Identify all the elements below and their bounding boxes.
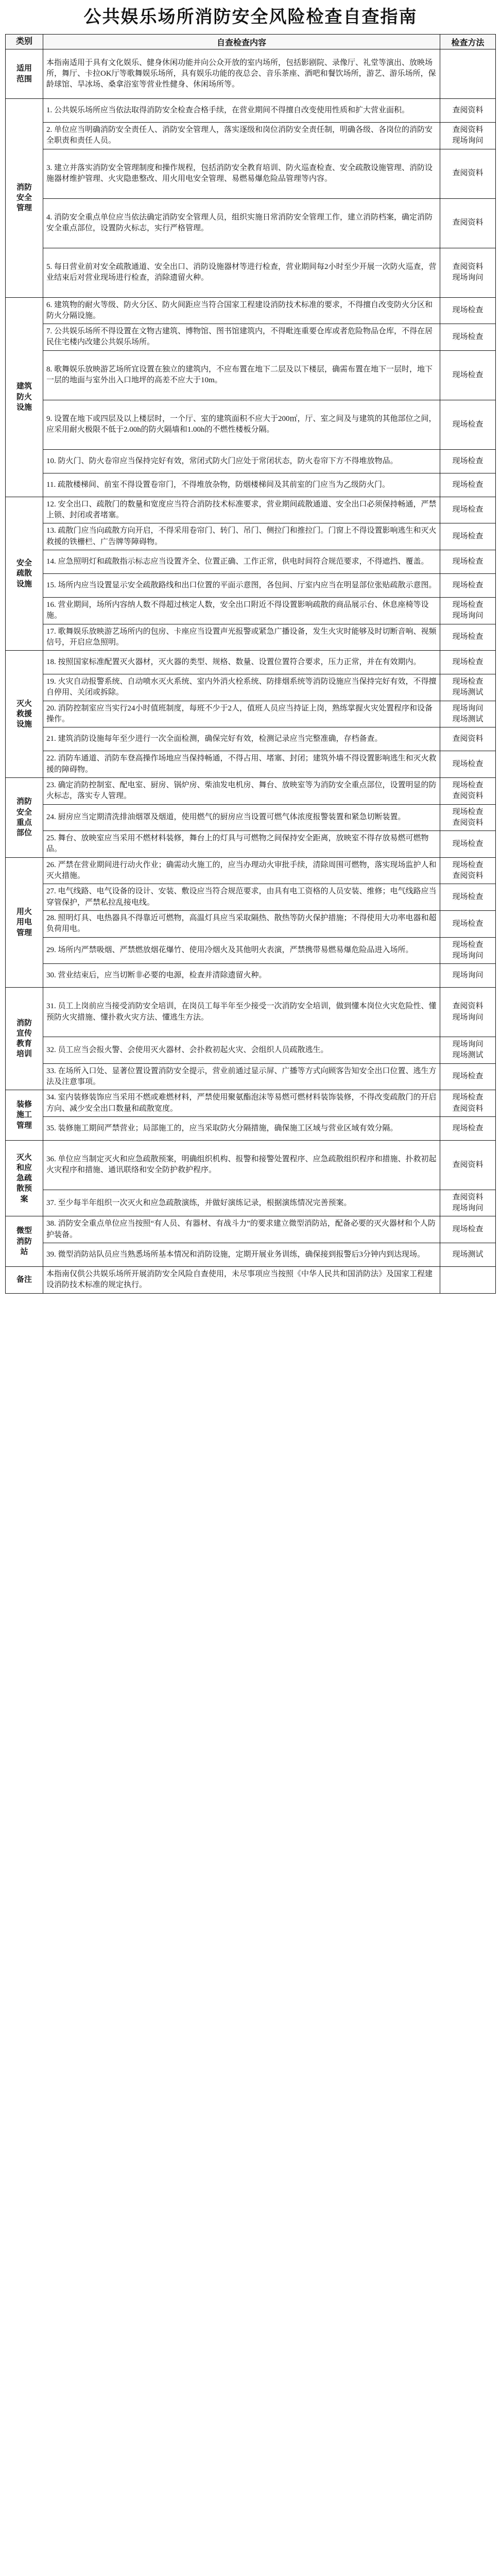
check-method: 现场检查 [440, 350, 496, 400]
checklist-row [6, 449, 496, 473]
section-category: 装修 施工 管理 [6, 1090, 43, 1141]
check-method: 现场检查 [440, 1116, 496, 1140]
check-item-text: 17. 歌舞娱乐放映游艺场所内的包房、卡座应当设置声光报警或紧急广播设备，发生火灾时能够及时切断音响、视频信号，开启应急照明。 [43, 624, 440, 651]
check-method: 查阅资料 [440, 198, 496, 248]
checklist-row [6, 1216, 496, 1243]
check-item-text: 19. 火灾自动报警系统、自动喷水灭火系统、室内外消火栓系统、防排烟系统等消防设施应当保持完好有效，不得擅自停用、关闭或拆除。 [43, 674, 440, 701]
check-item-text: 23. 确定消防控制室、配电室、厨房、锅炉房、柴油发电机房、舞台、放映室等为消防安全重点部位，设置明显的防火标志，落实专人管理。 [43, 777, 440, 804]
check-item-text: 7. 公共娱乐场所不得设置在文物古建筑、博物馆、图书馆建筑内，不得毗连重要仓库或者危险物品仓库，不得在居民住宅楼内改建公共娱乐场所。 [43, 324, 440, 351]
checklist-table [5, 34, 496, 1294]
check-method: 现场测试 [440, 1243, 496, 1267]
checklist-row [6, 701, 496, 727]
check-method: 查阅资料 [440, 99, 496, 123]
check-item-text: 4. 消防安全重点单位应当依法确定消防安全管理人员，组织实施日常消防安全管理工作，建立消防档案，确定消防安全重点部位，设置防火标志，实行严格管理。 [43, 198, 440, 248]
checklist-row [6, 910, 496, 937]
check-method: 现场检查 [440, 400, 496, 449]
check-item-text: 27. 电气线路、电气设备的设计、安装、敷设应当符合规范要求，由具有电工资格的人员安装、维修；电气线路应当穿管保护，严禁私拉乱接电线。 [43, 884, 440, 911]
section-category: 安全 疏散 设施 [6, 497, 43, 650]
table-header-row [6, 35, 496, 49]
check-item-text: 33. 在场所入口处、显著位置设置消防安全提示，营业前通过显示屏、广播等方式向顾客告知安全出口位置、逃生方法及注意事项。 [43, 1063, 440, 1090]
check-item-text: 8. 歌舞娱乐放映游艺场所宜设置在独立的建筑内，不应布置在地下二层及以下楼层，确需布置在地下一层时，地下一层的地面与室外出入口地坪的高差不应大于10m。 [43, 350, 440, 400]
checklist-row [6, 324, 496, 351]
checklist-row [6, 857, 496, 884]
checklist-row [6, 99, 496, 123]
page-title: 公共娱乐场所消防安全风险检查自查指南 [83, 8, 418, 27]
checklist-row [6, 624, 496, 651]
check-method: 查阅资料 现场询问 [440, 988, 496, 1037]
checklist-row [6, 350, 496, 400]
check-item-text: 13. 疏散门应当向疏散方向开启，不得采用卷帘门、转门、吊门、侧拉门和推拉门。门窗上不得设置影响逃生和灭火救援的铁栅栏、广告牌等障碍物。 [43, 523, 440, 550]
check-method: 现场询问 现场测试 [440, 1037, 496, 1064]
checklist-row [6, 1140, 496, 1190]
check-method: 现场检查 查阅资料 [440, 857, 496, 884]
checklist-row [6, 297, 496, 324]
checklist-row [6, 597, 496, 624]
check-method: 查阅资料 [440, 149, 496, 198]
column-header-content: 自查检查内容 [43, 35, 440, 49]
check-method: 现场检查 [440, 449, 496, 473]
column-header-category: 类别 [6, 35, 43, 49]
checklist-row [6, 804, 496, 831]
check-item-text: 9. 设置在地下或四层及以上楼层时，一个厅、室的建筑面积不应大于200㎡，厅、室之间及与建筑的其他部位之间，应采用耐火极限不低于2.00h的防火隔墙和1.00h的不燃性楼板分隔。 [43, 400, 440, 449]
check-method: 现场询问 [440, 964, 496, 988]
checklist-row [6, 937, 496, 964]
check-method [440, 49, 496, 99]
checklist-row [6, 497, 496, 523]
section-category: 微型 消防 站 [6, 1216, 43, 1267]
checklist-row [6, 651, 496, 674]
check-method: 现场检查 现场询问 [440, 937, 496, 964]
checklist-row [6, 964, 496, 988]
checklist-row [6, 523, 496, 550]
check-item-text: 2. 单位应当明确消防安全责任人、消防安全管理人，落实逐级和岗位消防安全责任制，明确各级、各岗位的消防安全职责和责任人员。 [43, 123, 440, 149]
check-method: 现场检查 [440, 651, 496, 674]
checklist-row [6, 49, 496, 99]
check-method: 现场检查 [440, 1063, 496, 1090]
check-item-text: 29. 场所内严禁吸烟、严禁燃放烟花爆竹、使用冷烟火及其他明火表演，严禁携带易燃易爆危险品进入场所。 [43, 937, 440, 964]
check-method: 现场询问 现场测试 [440, 701, 496, 727]
check-method [440, 1267, 496, 1294]
check-method: 现场检查 [440, 324, 496, 351]
check-item-text: 14. 应急照明灯和疏散指示标志应当设置齐全、位置正确、工作正常，供电时间符合规范要求，不得遮挡、覆盖。 [43, 550, 440, 573]
check-item-text: 本指南适用于具有文化娱乐、健身休闲功能并向公众开放的室内场所，包括影剧院、录像厅、礼堂等演出、放映场所，舞厅、卡拉OK厅等歌舞娱乐场所，具有娱乐功能的夜总会、音乐茶座、酒吧和餐饮场所，游艺、游乐场所，保龄球馆、旱冰场、桑拿浴室等营业性健身、休闲场所等。 [43, 49, 440, 99]
checklist-row [6, 751, 496, 778]
check-item-text: 21. 建筑消防设施每年至少进行一次全面检测，确保完好有效，检测记录应当完整准确，存档备查。 [43, 727, 440, 751]
check-method: 现场检查 现场询问 [440, 597, 496, 624]
checklist-row [6, 1243, 496, 1267]
check-item-text: 本指南仅供公共娱乐场所开展消防安全风险自查使用，未尽事项应当按照《中华人民共和国消防法》及国家工程建设消防技术标准的规定执行。 [43, 1267, 440, 1294]
section-category: 用火 用电 管理 [6, 857, 43, 987]
checklist-row [6, 1090, 496, 1117]
check-item-text: 10. 防火门、防火卷帘应当保持完好有效，常闭式防火门应处于常闭状态，防火卷帘下方不得堆放物品。 [43, 449, 440, 473]
checklist-row [6, 831, 496, 858]
checklist-row [6, 988, 496, 1037]
check-item-text: 5. 每日营业前对安全疏散通道、安全出口、消防设施器材等进行检查，营业期间每2小时至少开展一次防火巡查，营业结束后对营业现场进行检查，消除遗留火种。 [43, 248, 440, 297]
check-method: 查阅资料 现场询问 [440, 1190, 496, 1216]
checklist-row [6, 674, 496, 701]
check-method: 现场检查 现场测试 [440, 674, 496, 701]
check-item-text: 34. 室内装修装饰应当采用不燃或难燃材料，严禁使用聚氨酯泡沫等易燃可燃材料装饰装修，不得改变疏散门的开启方向、减少安全出口数量和疏散宽度。 [43, 1090, 440, 1117]
checklist-row [6, 573, 496, 597]
checklist-row [6, 1267, 496, 1294]
checklist-row [6, 777, 496, 804]
check-method: 查阅资料 [440, 727, 496, 751]
check-item-text: 31. 员工上岗前应当接受消防安全培训，在岗员工每半年至少接受一次消防安全培训，做到懂本岗位火灾危险性、懂预防火灾措施、懂扑救火灾方法、懂逃生方法。 [43, 988, 440, 1037]
check-method: 现场检查 [440, 831, 496, 858]
check-item-text: 28. 照明灯具、电热器具不得靠近可燃物，高温灯具应当采取隔热、散热等防火保护措施；不得使用大功率电器和超负荷用电。 [43, 910, 440, 937]
check-method: 查阅资料 [440, 1140, 496, 1190]
check-item-text: 36. 单位应当制定灭火和应急疏散预案，明确组织机构、报警和接警处置程序、应急疏散组织程序和措施、扑救初起火灾程序和措施、通讯联络和安全防护救护程序。 [43, 1140, 440, 1190]
check-item-text: 15. 场所内应当设置显示安全疏散路线和出口位置的平面示意图，各包间、厅室内应当在明显部位张贴疏散示意图。 [43, 573, 440, 597]
check-method: 现场检查 查阅资料 [440, 777, 496, 804]
checklist-row [6, 1037, 496, 1064]
check-method: 现场检查 [440, 550, 496, 573]
checklist-row [6, 884, 496, 911]
check-item-text: 37. 至少每半年组织一次灭火和应急疏散演练，并做好演练记录，根据演练情况完善预案。 [43, 1190, 440, 1216]
check-method: 现场检查 [440, 910, 496, 937]
check-method: 现场检查 [440, 884, 496, 911]
check-item-text: 32. 员工应当会报火警、会使用灭火器材、会扑救初起火灾、会组织人员疏散逃生。 [43, 1037, 440, 1064]
check-item-text: 24. 厨房应当定期清洗排油烟罩及烟道，使用燃气的厨房应当设置可燃气体浓度报警装置和紧急切断装置。 [43, 804, 440, 831]
check-item-text: 30. 营业结束后，应当切断非必要的电源，检查并清除遗留火种。 [43, 964, 440, 988]
check-item-text: 20. 消防控制室应当实行24小时值班制度，每班不少于2人，值班人员应当持证上岗，熟练掌握火灾处置程序和设备操作。 [43, 701, 440, 727]
section-category: 消防 安全 重点 部位 [6, 777, 43, 857]
checklist-row [6, 1116, 496, 1140]
checklist-row [6, 198, 496, 248]
section-category: 适用 范围 [6, 49, 43, 99]
check-item-text: 38. 消防安全重点单位应当按照“有人员、有器材、有战斗力”的要求建立微型消防站，配备必要的灭火器材和个人防护装备。 [43, 1216, 440, 1243]
check-method: 现场检查 查阅资料 [440, 804, 496, 831]
section-category: 消防 安全 管理 [6, 99, 43, 298]
checklist-row [6, 727, 496, 751]
checklist-row [6, 1063, 496, 1090]
check-item-text: 11. 疏散楼梯间、前室不得设置卷帘门，不得堆放杂物，防烟楼梯间及其前室的门应当为乙级防火门。 [43, 473, 440, 497]
checklist-row [6, 473, 496, 497]
check-method: 现场检查 [440, 297, 496, 324]
section-category: 建筑 防火 设施 [6, 297, 43, 497]
check-item-text: 16. 营业期间，场所内容纳人数不得超过核定人数，安全出口附近不得设置影响疏散的商品展示台、休息座椅等设施。 [43, 597, 440, 624]
section-category: 灭火 救援 设施 [6, 651, 43, 778]
check-method: 查阅资料 现场询问 [440, 248, 496, 297]
section-category: 消防 宣传 教育 培训 [6, 988, 43, 1090]
check-method: 现场检查 [440, 573, 496, 597]
checklist-row [6, 149, 496, 198]
check-item-text: 1. 公共娱乐场所应当依法取得消防安全检查合格手续，在营业期间不得擅自改变使用性质和扩大营业面积。 [43, 99, 440, 123]
check-method: 现场检查 [440, 1216, 496, 1243]
check-method: 查阅资料 现场询问 [440, 123, 496, 149]
checklist-row [6, 1190, 496, 1216]
check-item-text: 6. 建筑物的耐火等级、防火分区、防火间距应当符合国家工程建设消防技术标准的要求，不得擅自改变防火分区和防火分隔设施。 [43, 297, 440, 324]
checklist-row [6, 400, 496, 449]
section-category: 灭火 和应 急疏 散预 案 [6, 1140, 43, 1216]
check-item-text: 18. 按照国家标准配置灭火器材，灭火器的类型、规格、数量、设置位置符合要求，压力正常，并在有效期内。 [43, 651, 440, 674]
column-header-method: 检查方法 [440, 35, 496, 49]
checklist-row [6, 550, 496, 573]
check-method: 现场检查 [440, 751, 496, 778]
check-item-text: 35. 装修施工期间严禁营业；局部施工的，应当采取防火分隔措施，确保施工区域与营业区域有效分隔。 [43, 1116, 440, 1140]
check-item-text: 22. 消防车通道、消防车登高操作场地应当保持畅通，不得占用、堵塞、封闭；建筑外墙不得设置影响逃生和灭火救援的障碍物。 [43, 751, 440, 778]
check-item-text: 12. 安全出口、疏散门的数量和宽度应当符合消防技术标准要求，营业期间疏散通道、安全出口必须保持畅通，严禁上锁、封闭或者堵塞。 [43, 497, 440, 523]
check-method: 现场检查 [440, 497, 496, 523]
check-method: 现场检查 [440, 473, 496, 497]
checklist-body [6, 49, 496, 1294]
check-item-text: 3. 建立并落实消防安全管理制度和操作规程，包括消防安全教育培训、防火巡查检查、安全疏散设施管理、消防设施器材维护管理、火灾隐患整改、用火用电安全管理、易燃易爆危险品管理等内容。 [43, 149, 440, 198]
checklist-row [6, 123, 496, 149]
checklist-row [6, 248, 496, 297]
check-method: 现场检查 [440, 624, 496, 651]
check-item-text: 39. 微型消防站队员应当熟悉场所基本情况和消防设施，定期开展业务训练，确保接到报警后3分钟内到达现场。 [43, 1243, 440, 1267]
check-method: 现场检查 [440, 523, 496, 550]
section-category: 备注 [6, 1267, 43, 1294]
check-method: 现场检查 查阅资料 [440, 1090, 496, 1117]
check-item-text: 25. 舞台、放映室应当采用不燃材料装修，舞台上的灯具与可燃物之间保持安全距离，放映室不得存放易燃可燃物品。 [43, 831, 440, 858]
check-item-text: 26. 严禁在营业期间进行动火作业；确需动火施工的，应当办理动火审批手续，清除周围可燃物，落实现场监护人和灭火措施。 [43, 857, 440, 884]
